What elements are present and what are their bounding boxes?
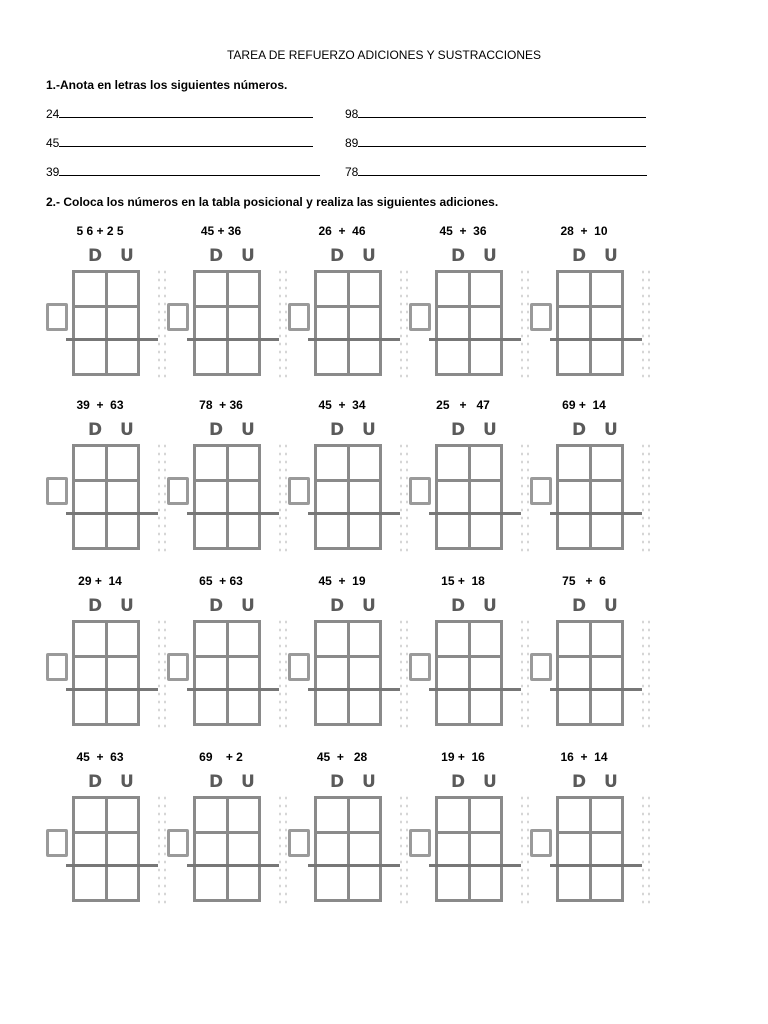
column-divider [105,799,108,899]
row-divider [196,831,258,834]
place-value-table [288,768,408,908]
answer-blank[interactable] [59,165,320,176]
sum-line [308,338,400,341]
addition-problem [46,750,166,910]
decorative-dots [640,442,650,552]
carry-box[interactable] [288,653,310,681]
row-divider [75,305,137,308]
digit-cells[interactable] [193,620,261,726]
sum-line [429,688,521,691]
sum-line [429,512,521,515]
place-value-table [409,242,529,382]
addition-problem [409,750,529,910]
place-value-table [409,768,529,908]
place-value-table [288,592,408,732]
digit-cells[interactable] [435,620,503,726]
carry-box[interactable] [530,829,552,857]
place-value-table [288,242,408,382]
addition-expression: 28 + 10 [560,224,608,238]
sum-line [429,338,521,341]
tens-header: D [209,772,224,792]
decorative-dots [398,268,408,378]
tens-header: D [330,772,345,792]
sum-line [66,338,158,341]
write-in-line[interactable] [46,136,313,150]
column-divider [347,623,350,723]
addition-expression: 78 + 36 [199,398,243,412]
decorative-dots [156,442,166,552]
carry-box[interactable] [46,829,68,857]
answer-blank[interactable] [358,136,646,147]
number-label: 78 [345,165,359,179]
row-divider [438,305,500,308]
column-divider [347,273,350,373]
question-1-heading: 1.-Anota en letras los siguientes números. [46,78,288,92]
carry-box[interactable] [530,477,552,505]
sum-line [429,864,521,867]
row-divider [196,479,258,482]
number-label: 39 [46,165,60,179]
addition-expression: 45 + 34 [318,398,366,412]
units-header: U [120,246,134,266]
digit-cells[interactable] [435,444,503,550]
decorative-dots [277,618,287,728]
tens-header: D [451,596,466,616]
sum-line [187,688,279,691]
tens-header: D [330,246,345,266]
column-divider [347,447,350,547]
digit-cells[interactable] [72,444,140,550]
tens-header: D [330,420,345,440]
place-value-table [46,242,166,382]
place-value-table [288,416,408,556]
column-divider [105,273,108,373]
addition-expression: 26 + 46 [318,224,366,238]
addition-problem [167,398,287,558]
answer-blank[interactable] [59,107,313,118]
tens-header: D [451,772,466,792]
decorative-dots [640,794,650,904]
digit-cells[interactable] [556,796,624,902]
sum-line [550,688,642,691]
tens-header: D [451,246,466,266]
place-value-table [167,768,287,908]
units-header: U [483,596,497,616]
number-label: 24 [46,107,60,121]
addition-problem [288,574,408,734]
column-divider [468,273,471,373]
place-value-table [167,592,287,732]
units-header: U [362,596,376,616]
row-divider [196,305,258,308]
digit-cells[interactable] [314,796,382,902]
units-header: U [362,772,376,792]
sum-line [550,338,642,341]
decorative-dots [640,268,650,378]
digit-cells[interactable] [314,620,382,726]
addition-expression: 39 + 63 [76,398,124,412]
units-header: U [120,420,134,440]
carry-box[interactable] [288,303,310,331]
write-in-line[interactable] [46,107,313,121]
addition-problem [46,224,166,384]
units-header: U [604,596,618,616]
units-header: U [362,420,376,440]
addition-problem [288,398,408,558]
place-value-table [167,242,287,382]
units-header: U [604,246,618,266]
digit-cells[interactable] [72,620,140,726]
units-header: U [241,596,255,616]
addition-expression: 5 6 + 2 5 [76,224,124,238]
decorative-dots [519,794,529,904]
row-divider [438,655,500,658]
tens-header: D [209,246,224,266]
decorative-dots [277,442,287,552]
addition-expression: 45 + 28 [316,750,368,764]
sum-line [308,512,400,515]
question-2-heading: 2.- Coloca los números en la tabla posicional y realiza las siguientes adiciones. [46,195,499,209]
carry-box[interactable] [288,477,310,505]
units-header: U [483,420,497,440]
digit-cells[interactable] [435,270,503,376]
addition-expression: 45 + 36 [439,224,487,238]
number-label: 98 [345,107,359,121]
row-divider [75,479,137,482]
units-header: U [120,596,134,616]
sum-line [187,864,279,867]
place-value-table [530,416,650,556]
carry-box[interactable] [46,303,68,331]
write-in-line[interactable] [345,107,646,121]
tens-header: D [572,246,587,266]
column-divider [226,623,229,723]
decorative-dots [156,268,166,378]
digit-cells[interactable] [314,444,382,550]
write-in-line[interactable] [46,165,320,179]
sum-line [550,512,642,515]
units-header: U [362,246,376,266]
carry-box[interactable] [167,303,189,331]
decorative-dots [398,794,408,904]
row-divider [75,831,137,834]
units-header: U [483,772,497,792]
place-value-table [530,592,650,732]
place-value-table [409,592,529,732]
sum-line [66,864,158,867]
digit-cells[interactable] [193,444,261,550]
column-divider [468,799,471,899]
digit-cells[interactable] [556,270,624,376]
tens-header: D [572,772,587,792]
addition-problem [530,398,650,558]
row-divider [438,831,500,834]
units-header: U [604,420,618,440]
addition-expression: 45 + 63 [76,750,124,764]
addition-problem [409,574,529,734]
addition-expression: 75 + 6 [562,574,606,588]
carry-box[interactable] [167,829,189,857]
row-divider [75,655,137,658]
row-divider [317,305,379,308]
column-divider [105,623,108,723]
row-divider [317,831,379,834]
decorative-dots [519,618,529,728]
column-divider [589,273,592,373]
tens-header: D [209,596,224,616]
page-title: TAREA DE REFUERZO ADICIONES Y SUSTRACCIONES [226,48,542,62]
digit-cells[interactable] [556,444,624,550]
sum-line [308,688,400,691]
addition-problem [167,574,287,734]
row-divider [438,479,500,482]
place-value-table [167,416,287,556]
addition-problem [530,224,650,384]
carry-box[interactable] [530,653,552,681]
units-header: U [241,246,255,266]
addition-expression: 45 + 19 [318,574,366,588]
sum-line [187,338,279,341]
digit-cells[interactable] [193,270,261,376]
addition-problem [288,750,408,910]
column-divider [105,447,108,547]
row-divider [559,479,621,482]
digit-cells[interactable] [435,796,503,902]
units-header: U [604,772,618,792]
write-in-line[interactable] [345,165,647,179]
carry-box[interactable] [409,303,431,331]
column-divider [226,273,229,373]
decorative-dots [398,618,408,728]
addition-problem [409,398,529,558]
answer-blank[interactable] [358,165,647,176]
carry-box[interactable] [409,477,431,505]
tens-header: D [330,596,345,616]
place-value-table [530,768,650,908]
carry-box[interactable] [46,653,68,681]
addition-problem [530,574,650,734]
units-header: U [241,420,255,440]
addition-problem [167,750,287,910]
answer-blank[interactable] [59,136,313,147]
carry-box[interactable] [288,829,310,857]
tens-header: D [88,596,103,616]
addition-problem [530,750,650,910]
place-value-table [46,416,166,556]
decorative-dots [519,442,529,552]
addition-expression: 15 + 18 [441,574,485,588]
addition-problem [288,224,408,384]
place-value-table [46,592,166,732]
row-divider [317,479,379,482]
place-value-table [530,242,650,382]
addition-problem [46,574,166,734]
tens-header: D [209,420,224,440]
column-divider [589,799,592,899]
row-divider [317,655,379,658]
units-header: U [483,246,497,266]
decorative-dots [640,618,650,728]
addition-problem [46,398,166,558]
addition-problem [167,224,287,384]
units-header: U [120,772,134,792]
sum-line [66,512,158,515]
column-divider [589,447,592,547]
tens-header: D [572,420,587,440]
carry-box[interactable] [409,653,431,681]
decorative-dots [277,794,287,904]
row-divider [559,655,621,658]
column-divider [347,799,350,899]
carry-box[interactable] [530,303,552,331]
tens-header: D [88,246,103,266]
decorative-dots [156,618,166,728]
column-divider [589,623,592,723]
sum-line [550,864,642,867]
write-in-line[interactable] [345,136,646,150]
decorative-dots [156,794,166,904]
carry-box[interactable] [46,477,68,505]
tens-header: D [451,420,466,440]
addition-expression: 25 + 47 [436,398,490,412]
addition-expression: 45 + 36 [200,224,242,238]
place-value-table [409,416,529,556]
number-label: 89 [345,136,359,150]
units-header: U [241,772,255,792]
answer-blank[interactable] [358,107,646,118]
place-value-table [46,768,166,908]
row-divider [559,831,621,834]
sum-line [66,688,158,691]
addition-expression: 16 + 14 [560,750,608,764]
column-divider [226,447,229,547]
digit-cells[interactable] [314,270,382,376]
addition-expression: 69 + 2 [199,750,243,764]
tens-header: D [88,772,103,792]
column-divider [468,623,471,723]
column-divider [468,447,471,547]
carry-box[interactable] [409,829,431,857]
addition-problem [409,224,529,384]
addition-expression: 65 + 63 [199,574,243,588]
row-divider [196,655,258,658]
decorative-dots [519,268,529,378]
addition-expression: 19 + 16 [441,750,485,764]
sum-line [187,512,279,515]
decorative-dots [277,268,287,378]
carry-box[interactable] [167,477,189,505]
column-divider [226,799,229,899]
addition-expression: 69 + 14 [562,398,606,412]
digit-cells[interactable] [72,796,140,902]
row-divider [559,305,621,308]
tens-header: D [572,596,587,616]
digit-cells[interactable] [556,620,624,726]
digit-cells[interactable] [72,270,140,376]
carry-box[interactable] [167,653,189,681]
addition-expression: 29 + 14 [78,574,122,588]
digit-cells[interactable] [193,796,261,902]
decorative-dots [398,442,408,552]
number-label: 45 [46,136,60,150]
sum-line [308,864,400,867]
tens-header: D [88,420,103,440]
